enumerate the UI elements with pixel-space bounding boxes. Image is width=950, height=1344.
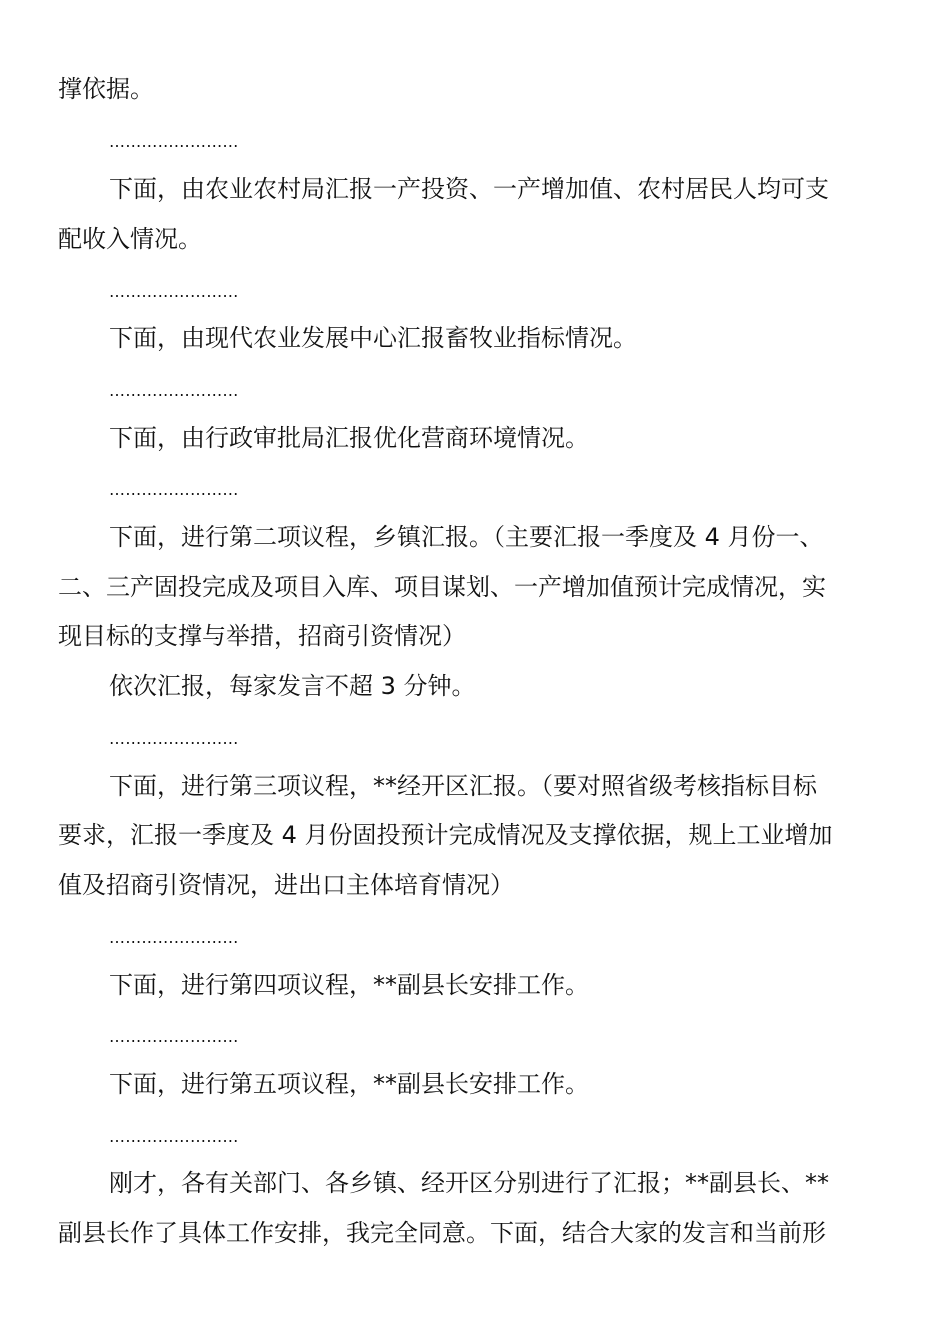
paragraph-line-2: 下面，由农业农村局汇报一产投资、一产增加值、农村居民人均可支	[109, 175, 829, 203]
ellipsis-3: ……………………	[109, 381, 239, 400]
paragraph-line-11: 要求，汇报一季度及 4 月份固投预计完成情况及支撑依据，规上工业增加	[58, 821, 833, 849]
ellipsis-6: ……………………	[109, 928, 239, 947]
paragraph-line-3: 配收入情况。	[58, 225, 202, 253]
paragraph-line-1: 撑依据。	[58, 75, 154, 103]
ellipsis-8: ……………………	[109, 1127, 239, 1146]
paragraph-line-6: 下面，进行第二项议程，乡镇汇报。（主要汇报一季度及 4 月份一、	[109, 523, 824, 551]
ellipsis-1: ……………………	[109, 132, 239, 151]
paragraph-line-7: 二、三产固投完成及项目入库、项目谋划、一产增加值预计完成情况，实	[58, 573, 826, 601]
paragraph-line-5: 下面，由行政审批局汇报优化营商环境情况。	[109, 424, 589, 452]
paragraph-line-16: 副县长作了具体工作安排，我完全同意。下面，结合大家的发言和当前形	[58, 1219, 826, 1247]
paragraph-line-4: 下面，由现代农业发展中心汇报畜牧业指标情况。	[109, 324, 637, 352]
paragraph-line-13: 下面，进行第四项议程，**副县长安排工作。	[109, 971, 589, 999]
paragraph-line-15: 刚才，各有关部门、各乡镇、经开区分别进行了汇报；**副县长、**	[109, 1169, 829, 1197]
paragraph-line-14: 下面，进行第五项议程，**副县长安排工作。	[109, 1070, 589, 1098]
paragraph-line-10: 下面，进行第三项议程，**经开区汇报。（要对照省级考核指标目标	[109, 772, 817, 800]
ellipsis-5: ……………………	[109, 729, 239, 748]
paragraph-line-9: 依次汇报，每家发言不超 3 分钟。	[109, 672, 476, 700]
paragraph-line-12: 值及招商引资情况，进出口主体培育情况）	[58, 871, 514, 899]
ellipsis-7: ……………………	[109, 1027, 239, 1046]
ellipsis-2: ……………………	[109, 282, 239, 301]
paragraph-line-8: 现目标的支撑与举措，招商引资情况）	[58, 622, 466, 650]
ellipsis-4: ……………………	[109, 480, 239, 499]
